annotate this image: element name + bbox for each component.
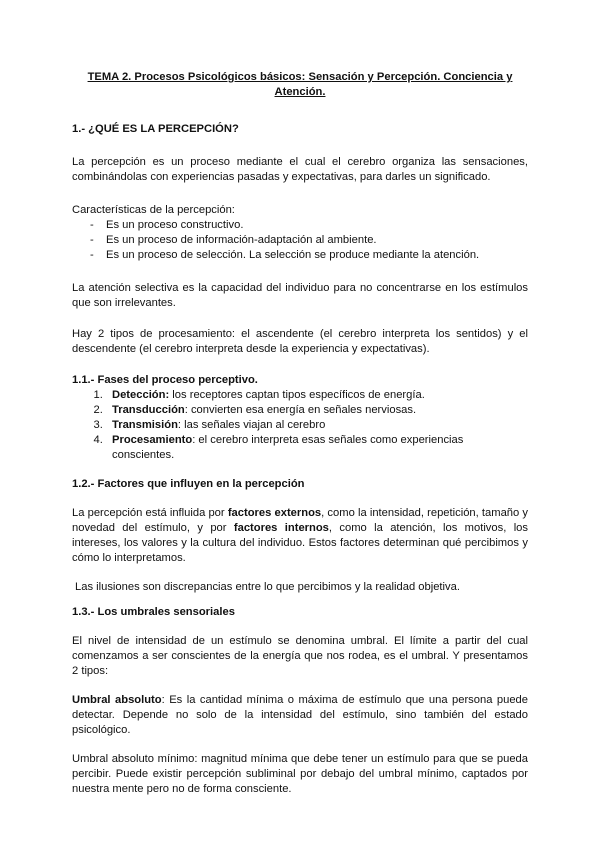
- threshold-intro-paragraph: El nivel de intensidad de un estímulo se denomina umbral. El límite a partir del cual comenzamos a ser conscientes de la energía que nos rodea, es el umbral. Y presentamos 2 tipos:: [72, 635, 528, 677]
- minimum-threshold-paragraph: Umbral absoluto mínimo: magnitud mínima que debe tener un estímulo para que se pueda percibir. Puede existir percepción subliminal por debajo del umbral mínimo, captados por nuestra mente pero no de forma consciente.: [72, 753, 528, 795]
- document-page: [72, 70, 528, 797]
- list-item: [106, 418, 528, 433]
- document-title: TEMA 2. Procesos Psicológicos básicos: Sensación y Percepción. Conciencia y Atención.: [87, 71, 513, 98]
- list-item: - Es un proceso constructivo.: [90, 218, 528, 233]
- list-item: [106, 433, 528, 463]
- absolute-threshold-term: Umbral absoluto: [72, 694, 162, 706]
- phase-text: : las señales viajan al cerebro: [177, 419, 326, 431]
- section-1-3-heading: 1.3.- Los umbrales sensoriales: [72, 606, 235, 618]
- perception-definition: La percepción es un proceso mediante el cual el cerebro organiza las sensaciones, combinándolas con experiencias pasadas y expectativas, para darles un significado.: [72, 156, 528, 183]
- section-1-2-heading: 1.2.- Factores que influyen en la percepción: [72, 478, 305, 490]
- phase-text: los receptores captan tipos específicos de energía.: [169, 389, 425, 401]
- processing-types-paragraph: Hay 2 tipos de procesamiento: el ascendente (el cerebro interpreta los sentidos) y el descendente (el cerebro interpreta desde la experiencia y expectativas).: [72, 328, 528, 355]
- phase-text: : convierten esa energía en señales nerviosas.: [184, 404, 417, 416]
- phases-list: [72, 388, 528, 463]
- text-run: : Es la cantidad mínima o máxima de estímulo que una persona puede detectar. Depende no solo de la intensidad del estímulo, sino también del estado psicológico.: [72, 694, 529, 736]
- section-1-1-heading: 1.1.- Fases del proceso perceptivo.: [72, 374, 258, 386]
- illusions-paragraph: Las ilusiones son discrepancias entre lo que percibimos y la realidad objetiva.: [75, 581, 460, 593]
- phase-text: : el cerebro interpreta esas señales como experiencias conscientes.: [112, 434, 464, 461]
- section-1-heading: 1.- ¿QUÉ ES LA PERCEPCIÓN?: [72, 123, 239, 135]
- phase-term: Transducción: [112, 404, 185, 416]
- list-item: - Es un proceso de selección. La selección se produce mediante la atención.: [90, 248, 528, 263]
- factors-paragraph: [72, 506, 528, 566]
- phase-term: Transmisión: [112, 419, 178, 431]
- selective-attention-paragraph: La atención selectiva es la capacidad del individuo para no concentrarse en los estímulos que son irrelevantes.: [72, 282, 528, 309]
- list-item: [106, 388, 528, 403]
- characteristics-intro: Características de la percepción:: [72, 204, 235, 216]
- text-run: , como la atención, los motivos, los intereses, los valores y la cultura del individuo. Estos factores determinan qué percibimos y cómo lo interpretamos.: [72, 522, 528, 564]
- list-item: [106, 403, 528, 418]
- absolute-threshold-paragraph: [72, 693, 528, 738]
- phase-term: Procesamiento: [112, 434, 193, 446]
- phase-term: Detección:: [112, 389, 170, 401]
- internal-factors-term: factores internos: [233, 522, 329, 534]
- characteristics-list: [72, 218, 528, 263]
- text-run: , como la intensidad, repetición, tamaño y novedad del estímulo, y por: [72, 507, 528, 534]
- text-run: La percepción está influida por: [72, 507, 228, 519]
- list-item: - Es un proceso de información-adaptación al ambiente.: [90, 233, 528, 248]
- external-factors-term: factores externos: [227, 507, 322, 519]
